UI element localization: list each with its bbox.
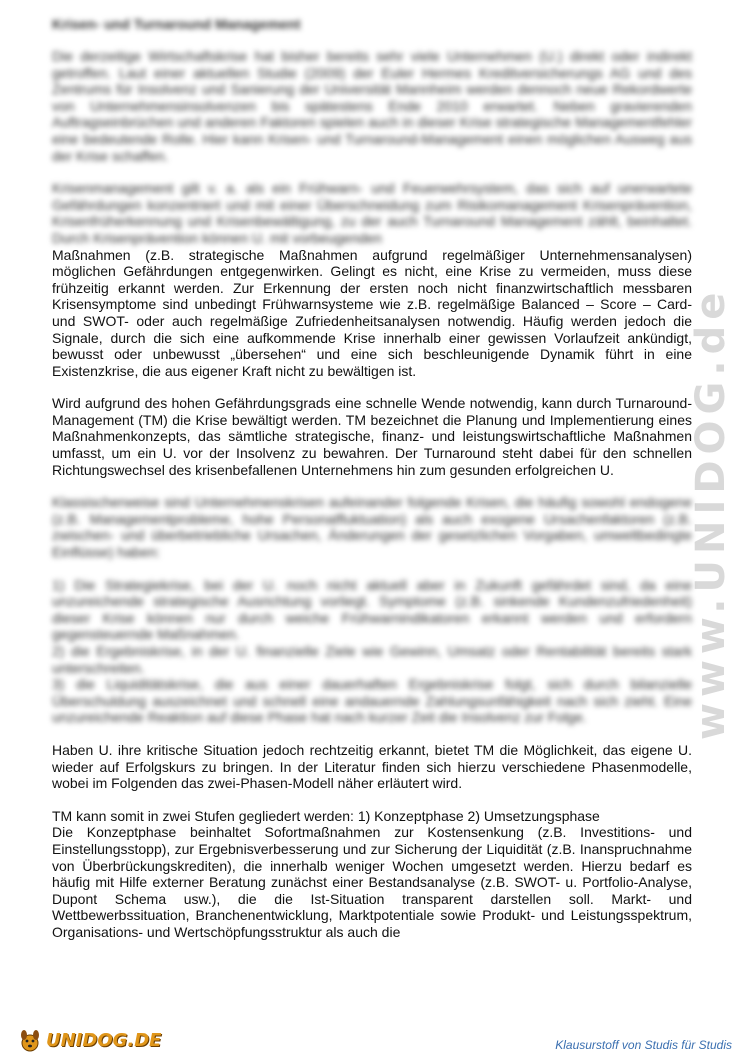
list-item-strategy-crisis: 1) Die Strategiekrise, bei der U. noch nicht aktuell aber in Zukunft gefährdet sind, da eine unzureichende strategische Ausrichtung vorliegt. Symptome (z.B. sinkende Kundenzufriedenheit) dieser Krise können nur durch weiche Frühwarnindikatoren erkannt werden und erfordern gegensteuernde Maßnahmen. [52,576,692,643]
list-item-liquidity-crisis: 3) die Liquiditätskrise, die aus einer dauerhaften Ergebniskrise folgt, sich durch bilanzielle Überschuldung auszeichnet und schnell eine andauernde Zahlungsunfähigkeit nach sich zieht. Eine unzureichende Reaktion auf diese Phase hat nach kurzer Zeit die Insolvenz zur Folge. [52,676,692,726]
paragraph-crisis-management: Maßnahmen (z.B. strategische Maßnahmen aufgrund regelmäßiger Unternehmensanalysen) möglichen Gefährdungen entgegenwirken. Gelingt es nicht, eine Krise zu vermeiden, muss diese frühzeitig erkannt werden. Zur Erkennung der ersten noch nicht finanzwirtschaftlich messbaren Krisensymptome sind unbedingt Frühwarnsysteme wie z.B. regelmäßige Balanced – Score – Card- und SWOT- oder auch regelmäßige Zufriedenheitsanalysen notwendig. Häufig werden jedoch die Signale, durch die sich eine aufkommende Krise innerhalb einer gewissen Vorlaufzeit ankündigt, bewusst oder unbewusst „übersehen“ und eine sich beschleunigende Dynamik führt in eine Existenzkrise, die aus eigener Kraft nicht zu bewältigen ist. [52,246,692,379]
paragraph-phase-models: Haben U. ihre kritische Situation jedoch rechtzeitig erkannt, bietet TM die Möglichkeit, das eigene U. wieder auf Erfolgskurs zu bringen. In der Literatur finden sich hierzu verschiedene Phasenmodelle, wobei im Folgenden das zwei-Phasen-Modell näher erläutert wird. [52,741,692,792]
footer-logo[interactable] [18,1025,161,1055]
document-title: Krisen- und Turnaround Management [52,16,301,32]
paragraph-crisis-management-blurred: Krisenmanagement gilt v. a. als ein Frühwarn- und Feuerwehrsystem, das sich auf unerwartete Gefährdungen konzentriert und mit einer Überschneidung zum Risikomanagement Krisenprävention, Krisenfrüherkennung und Krisenbewältigung, zu der auch Turnaround Management zählt, beinhaltet. Durch Krisenprävention können U. mit vorbeugenden [52,180,692,246]
watermark-text: www.UNIDOG.de [688,286,734,740]
paragraph-two-stages-heading: TM kann somit in zwei Stufen gegliedert werden: 1) Konzeptphase 2) Umsetzungsphase [52,807,600,824]
paragraph-concept-phase: Die Konzeptphase beinhaltet Sofortmaßnahmen zur Kostensenkung (z.B. Investitions- und Einstellungsstopp), zur Ergebnisverbesserung und zur Sicherung der Liquidität (z.B. Inanspruchnahme von Überbrückungskrediten), die innerhalb weniger Wochen umgesetzt werden. Hierzu bedarf es häufig mit Hilfe externer Beratung zunächst einer Bestandsanalyse (z.B. SWOT- u. Portfolio-Analyse, Dupont Schema usw.), die die Ist-Situation transparent darstellen soll. Markt- und Wettbewerbssituation, Branchenentwicklung, Marktpotentiale sowie Produkt- und Leistungsspektrum, Organisations- und Wertschöpfungsstruktur als auch die [52,824,692,940]
paragraph-intro: Die derzeitige Wirtschaftskrise hat bisher bereits sehr viele Unternehmen (U.) direkt oder indirekt getroffen. Laut einer aktuellen Studie (2009) der Euler Hermes Kreditversicherungs AG und des Zentrums für Insolvenz und Sanierung der Universität Mannheim werden dennoch neue Rekordwerte von Unternehmensinsolvenzen bis spätestens Ende 2010 erwartet. Neben gravierenden Auftragseinbrüchen und anderen Faktoren spielen auch in dieser Krise strategische Managementfehler eine bedeutende Rolle. Hier kann Krisen- und Turnaround-Management einen möglichen Ausweg aus der Krise schaffen. [52,48,692,164]
logo-text: UNIDOG.DE [46,1029,162,1051]
paragraph-crisis-types: Klassischerweise sind Unternehmenskrisen aufeinander folgende Krisen, die häufig sowohl endogene (z.B. Managementprobleme, hohe Personalfluktuation) als auch exogene Ursachenfaktoren (z.B. zwischen- und überbetriebliche Ursachen, Änderungen der gesetzlichen Vorgaben, umweltbedingte Einflüsse) haben: [52,494,692,561]
footer-claim: Klausurstoff von Studis für Studis [555,1038,732,1052]
list-item-result-crisis: 2) die Ergebniskrise, in der U. finanzielle Ziele wie Gewinn, Umsatz oder Rentabilität bereits stark unterschreiten. [52,643,692,676]
dog-icon [18,1027,42,1053]
watermark [688,40,734,740]
document-body [52,14,692,941]
paragraph-turnaround-definition: Wird aufgrund des hohen Gefährdungsgrads eine schnelle Wende notwendig, kann durch Turnaround-Management (TM) die Krise bewältigt werden. TM bezeichnet die Planung und Implementierung eines Maßnahmenkonzepts, das sämtliche strategische, finanz- und leistungswirtschaftliche Maßnahmen umfasst, um ein U. vor der Insolvenz zu bewahren. Der Turnaround steht dabei für den schnellen Richtungswechsel des krisenbefallenen Unternehmens hin zum gesunden erfolgreichen U. [52,395,692,478]
